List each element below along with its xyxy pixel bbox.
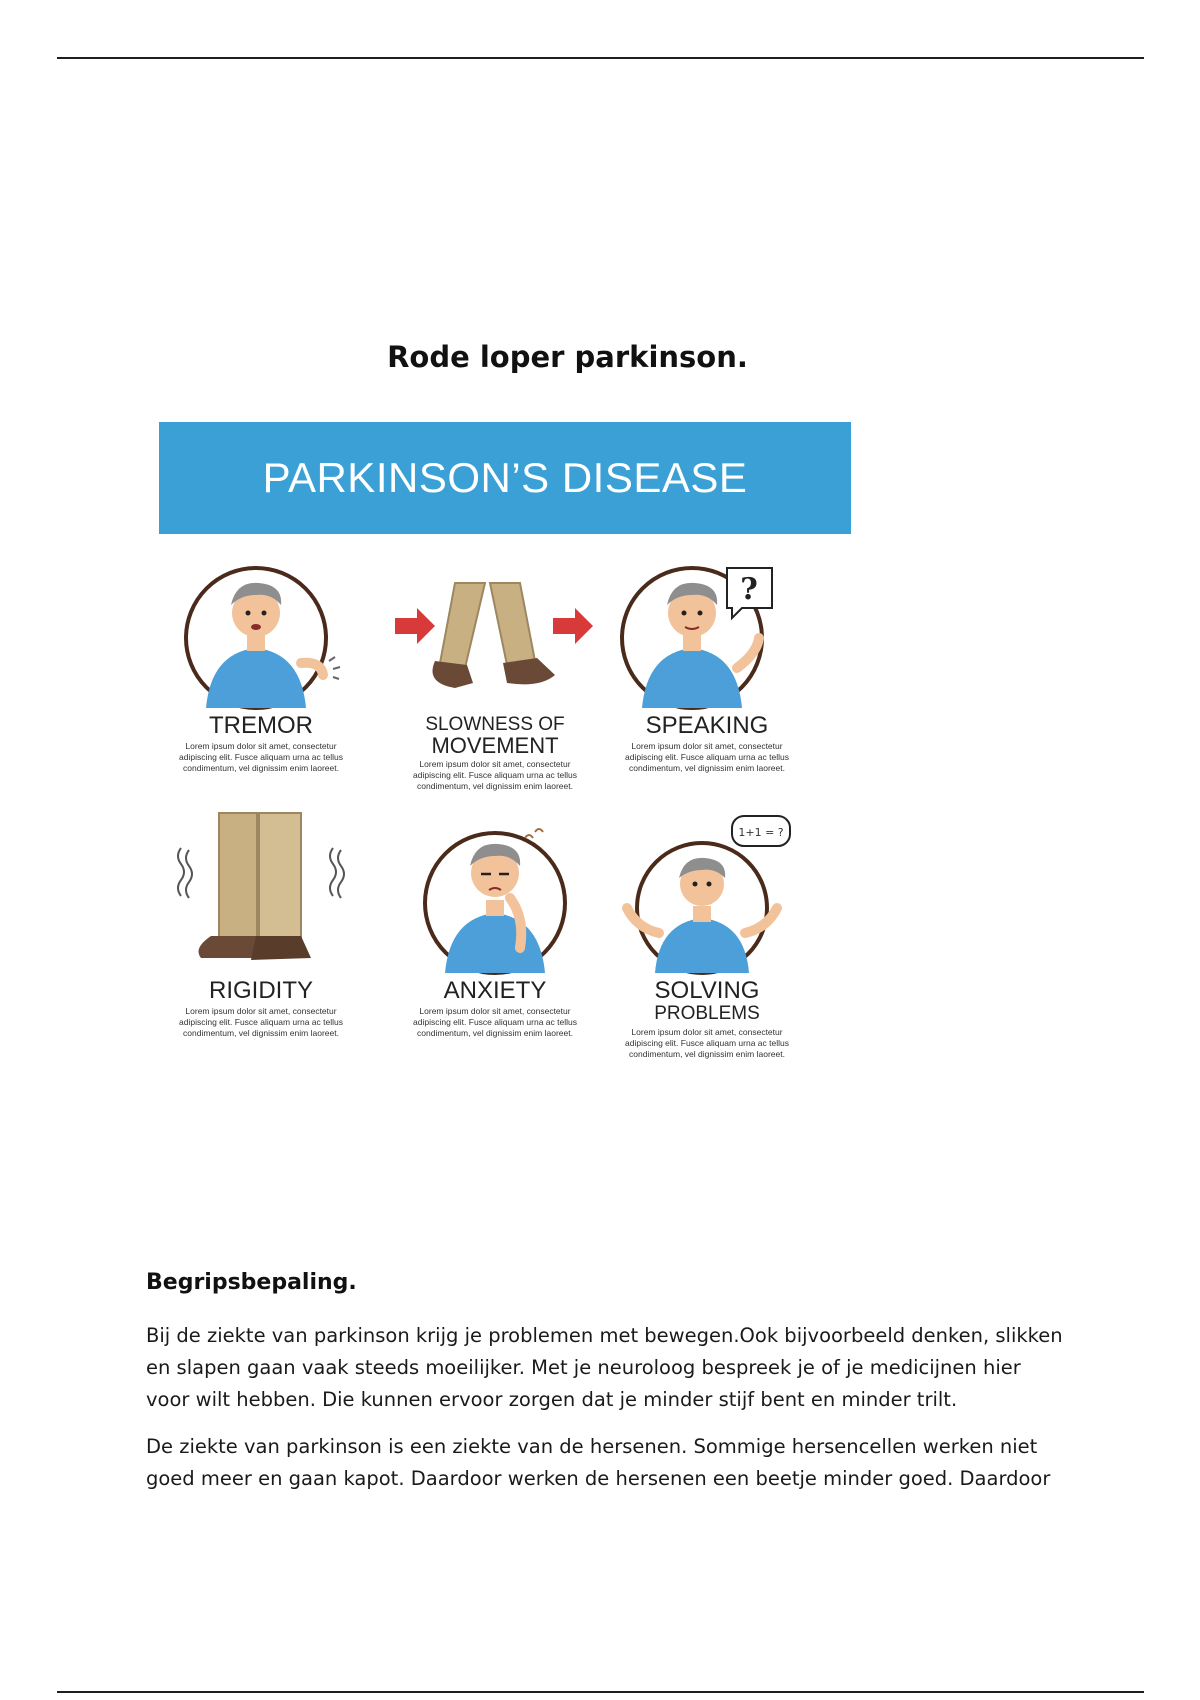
- symptom-description: Lorem ipsum dolor sit amet, consectetur adipiscing elit. Fusce aliquam urna ac tellus condimentum, vel dignissim enim laoreet.: [413, 1006, 577, 1038]
- symptom-label: SLOWNESS OF: [425, 714, 565, 735]
- symptom-description: Lorem ipsum dolor sit amet, consectetur adipiscing elit. Fusce aliquam urna ac tellus condimentum, vel dignissim enim laoreet.: [179, 741, 343, 773]
- header-rule: [57, 57, 1144, 59]
- tremor-icon: [151, 543, 371, 713]
- symptom-label: SPEAKING: [645, 712, 769, 739]
- symptom-description: Lorem ipsum dolor sit amet, consectetur adipiscing elit. Fusce aliquam urna ac tellus condimentum, vel dignissim enim laoreet.: [413, 759, 577, 791]
- symptom-label: RIGIDITY: [208, 977, 313, 1004]
- symptom-slowness-of-movement: [385, 543, 605, 792]
- anxious-man-icon: [385, 808, 605, 978]
- symptom-tremor: [151, 543, 371, 774]
- paragraph-1: Bij de ziekte van parkinson krijg je problemen met bewegen.Ook bijvoorbeeld denken, slikken en slapen gaan vaak steeds moeilijker. Met je neuroloog bespreek je of je medicijnen hier voor wilt hebben. Die kunnen ervoor zorgen dat je minder stijf bent en minder trilt.: [146, 1324, 1063, 1411]
- stiff-legs-icon: [151, 808, 371, 978]
- infographic-banner: PARKINSON’S DISEASE: [159, 422, 851, 534]
- parkinsons-infographic: [145, 408, 863, 1120]
- thought-bubble-equation: 1+1 = ?: [738, 826, 784, 839]
- symptom-anxiety: [385, 808, 605, 1039]
- section-heading: Begripsbepaling.: [146, 1270, 357, 1295]
- symptom-description: Lorem ipsum dolor sit amet, consectetur adipiscing elit. Fusce aliquam urna ac tellus condimentum, vel dignissim enim laoreet.: [625, 741, 789, 773]
- walking-legs-icon: [385, 543, 605, 713]
- symptom-label: ANXIETY: [443, 977, 547, 1004]
- paragraph-2: De ziekte van parkinson is een ziekte van de hersenen. Sommige hersencellen werken niet goed meer en gaan kapot. Daardoor werken de hersenen een beetje minder goed. Daardoor: [146, 1435, 1051, 1490]
- document-title: Rode loper parkinson.: [387, 340, 748, 374]
- shrugging-man-icon: [597, 808, 817, 978]
- symptom-description: Lorem ipsum dolor sit amet, consectetur adipiscing elit. Fusce aliquam urna ac tellus condimentum, vel dignissim enim laoreet.: [179, 1006, 343, 1038]
- symptom-label: TREMOR: [209, 712, 313, 739]
- symptom-label-line2: PROBLEMS: [654, 1003, 760, 1024]
- symptom-label-line2: MOVEMENT: [431, 733, 559, 758]
- symptom-description: Lorem ipsum dolor sit amet, consectetur adipiscing elit. Fusce aliquam urna ac tellus condimentum, vel dignissim enim laoreet.: [625, 1027, 789, 1059]
- footer-rule: [57, 1691, 1144, 1693]
- symptom-rigidity: [151, 808, 371, 1039]
- symptom-solving-problems: [597, 808, 817, 1060]
- speech-bubble-question-icon: [597, 543, 817, 713]
- symptom-speaking: [597, 543, 817, 774]
- symptom-label: SOLVING: [654, 977, 760, 1004]
- speech-bubble-question-mark: ?: [740, 572, 758, 607]
